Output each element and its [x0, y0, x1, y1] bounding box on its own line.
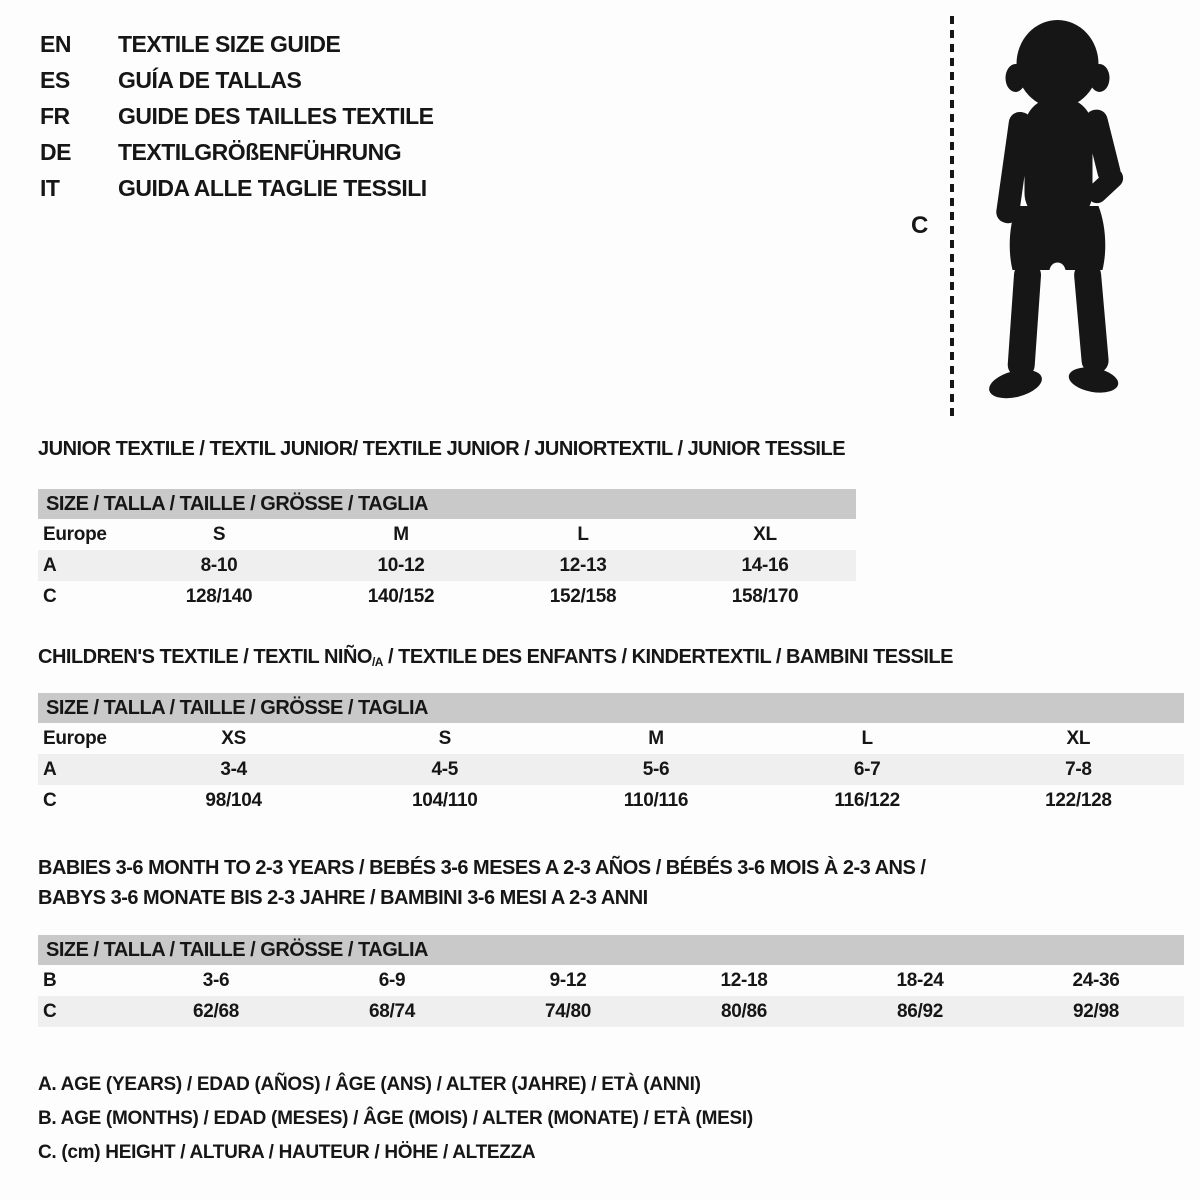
- table-cell: 86/92: [832, 996, 1008, 1027]
- table-row: [38, 785, 1184, 816]
- row-label: B: [43, 969, 57, 991]
- table-row: [38, 723, 1184, 754]
- language-code: IT: [40, 174, 60, 201]
- table-row: [38, 965, 1184, 996]
- table-header-row: [38, 935, 1184, 965]
- table-cell: S: [438, 727, 451, 749]
- language-label: GUIDA ALLE TAGLIE TESSILI: [118, 174, 427, 201]
- size-table: [38, 935, 1184, 1027]
- section-junior: [38, 437, 1184, 612]
- table-row: [38, 581, 856, 612]
- table-cell: 6-9: [378, 969, 406, 991]
- language-row: [40, 26, 434, 62]
- table-row: [38, 519, 856, 550]
- table-cell: M: [648, 727, 664, 749]
- table-cell: XL: [1066, 727, 1091, 749]
- section-title: [38, 437, 1184, 461]
- table-row: [38, 550, 856, 581]
- table-header-row: [38, 693, 1184, 723]
- note-line: A. AGE (YEARS) / EDAD (AÑOS) / ÂGE (ANS) / ALTER (JAHRE) / ETÀ (ANNI): [38, 1074, 701, 1095]
- language-row: [40, 134, 434, 170]
- title-text: BABYS 3-6 MONATE BIS 2-3 JAHRE / BAMBINI 3-6 MESI A 2-3 ANNI: [38, 887, 648, 909]
- row-label: C: [43, 789, 57, 811]
- size-table: [38, 489, 856, 612]
- title-text: BABIES 3-6 MONTH TO 2-3 YEARS / BEBÉS 3-6 MESES A 2-3 AÑOS / BÉBÉS 3-6 MOIS À 2-3 ANS /: [38, 857, 926, 879]
- table-cell: 10-12: [310, 550, 492, 581]
- table-cell: XL: [753, 523, 777, 545]
- note-line: C. (cm) HEIGHT / ALTURA / HAUTEUR / HÖHE / ALTEZZA: [38, 1142, 536, 1163]
- table-cell: 128/140: [185, 585, 253, 607]
- language-code: EN: [40, 30, 71, 57]
- section-title-line: [38, 645, 1184, 674]
- table-cell: 5-6: [550, 754, 761, 785]
- table-cell: M: [393, 523, 409, 545]
- table-cell: 9-12: [549, 969, 587, 991]
- section-title: [38, 853, 1184, 913]
- language-list: [40, 26, 434, 206]
- title-text: CHILDREN'S TEXTILE / TEXTIL NIÑO: [38, 646, 372, 668]
- table-cell: 12-18: [720, 969, 768, 991]
- table-cell: 3-6: [202, 969, 230, 991]
- language-label: GUIDE DES TAILLES TEXTILE: [118, 102, 434, 129]
- language-code: FR: [40, 102, 70, 129]
- size-table: [38, 693, 1184, 816]
- table-cell: 68/74: [304, 996, 480, 1027]
- language-label: GUÍA DE TALLAS: [118, 66, 302, 93]
- table-header-bar: SIZE / TALLA / TAILLE / GRÖSSE / TAGLIA: [38, 693, 1184, 723]
- row-label: Europe: [43, 727, 107, 749]
- table-header-bar: SIZE / TALLA / TAILLE / GRÖSSE / TAGLIA: [38, 935, 1184, 965]
- table-cell: 104/110: [412, 789, 478, 811]
- section-title-line: [38, 883, 1184, 913]
- row-label: A: [38, 550, 128, 581]
- table-cell: L: [861, 727, 873, 749]
- table-cell: 3-4: [128, 754, 339, 785]
- language-label: TEXTILGRÖßENFÜHRUNG: [118, 138, 402, 165]
- section-children: [38, 645, 1184, 816]
- row-label: Europe: [43, 523, 107, 545]
- title-text: / TEXTILE DES ENFANTS / KINDERTEXTIL / BAMBINI TESSILE: [382, 646, 953, 668]
- table-row: [38, 754, 1184, 785]
- title-subscript: /A: [371, 655, 383, 669]
- notes: [38, 1068, 753, 1170]
- table-header-bar: SIZE / TALLA / TAILLE / GRÖSSE / TAGLIA: [38, 489, 856, 519]
- table-cell: 18-24: [896, 969, 944, 991]
- table-cell: 4-5: [339, 754, 550, 785]
- note-line: B. AGE (MONTHS) / EDAD (MESES) / ÂGE (MOIS) / ALTER (MONATE) / ETÀ (MESI): [38, 1108, 753, 1129]
- table-cell: 122/128: [1045, 789, 1112, 811]
- section-title: [38, 645, 1184, 674]
- table-row: [38, 996, 1184, 1027]
- row-label: C: [38, 996, 128, 1027]
- table-cell: 74/80: [480, 996, 656, 1027]
- table-cell: L: [577, 523, 589, 545]
- language-row: [40, 62, 434, 98]
- table-cell: XS: [221, 727, 246, 749]
- section-title-line: [38, 437, 1184, 461]
- table-cell: 80/86: [656, 996, 832, 1027]
- table-cell: 92/98: [1008, 996, 1184, 1027]
- table-cell: 24-36: [1072, 969, 1120, 991]
- table-cell: S: [212, 523, 226, 545]
- row-label: C: [43, 585, 57, 607]
- table-cell: 116/122: [834, 789, 900, 811]
- table-header-row: [38, 489, 856, 519]
- table-cell: 62/68: [128, 996, 304, 1027]
- table-cell: 140/152: [367, 585, 435, 607]
- height-label: C: [911, 212, 929, 239]
- table-cell: 8-10: [128, 550, 310, 581]
- section-babies: [38, 853, 1184, 1027]
- section-title-line: [38, 853, 1184, 883]
- height-dashed-line: [950, 16, 954, 418]
- language-label: TEXTILE SIZE GUIDE: [118, 30, 341, 57]
- child-silhouette-icon: [967, 14, 1142, 414]
- table-cell: 7-8: [973, 754, 1184, 785]
- language-code: DE: [40, 138, 71, 165]
- table-cell: 12-13: [492, 550, 674, 581]
- table-cell: 152/158: [549, 585, 617, 607]
- table-cell: 110/116: [623, 789, 689, 811]
- table-cell: 6-7: [762, 754, 973, 785]
- title-text: JUNIOR TEXTILE / TEXTIL JUNIOR/ TEXTILE JUNIOR / JUNIORTEXTIL / JUNIOR TESSILE: [38, 438, 846, 460]
- table-cell: 14-16: [674, 550, 856, 581]
- language-row: [40, 170, 434, 206]
- language-row: [40, 98, 434, 134]
- language-code: ES: [40, 66, 70, 93]
- table-cell: 158/170: [731, 585, 799, 607]
- figure-area: [905, 12, 1165, 424]
- table-cell: 98/104: [205, 789, 262, 811]
- size-sections: [38, 430, 1184, 1027]
- row-label: A: [38, 754, 128, 785]
